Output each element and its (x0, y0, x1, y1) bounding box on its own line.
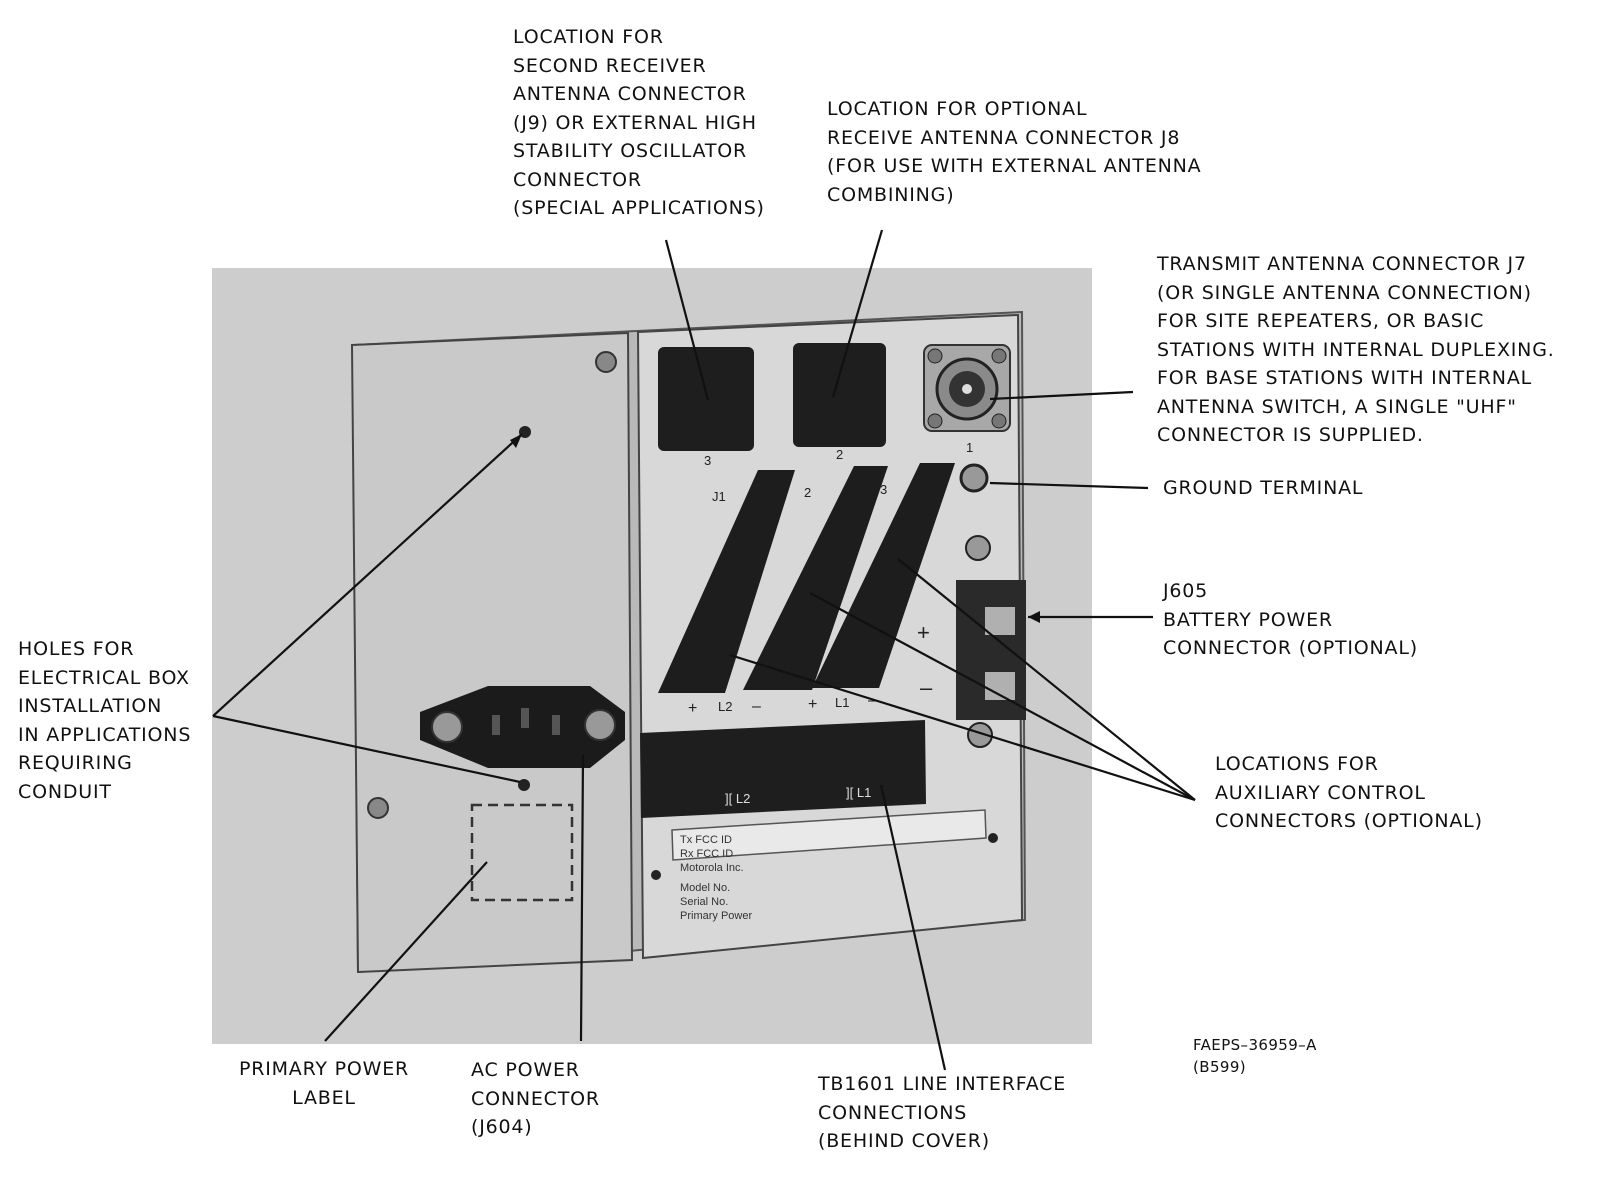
callout-ac-power (471, 1056, 600, 1142)
marking-j2: 2 (836, 447, 844, 462)
marking-plus-2: + (808, 696, 818, 713)
label-rivet-right (988, 833, 998, 843)
callout-line: TRANSMIT ANTENNA CONNECTOR J7 (1157, 253, 1527, 275)
callout-line: FOR BASE STATIONS WITH INTERNAL (1157, 367, 1533, 389)
tb-marking-l2: ][ L2 (725, 791, 751, 806)
callout-line: (J9) OR EXTERNAL HIGH (513, 111, 757, 134)
j7-transmit-antenna-connector (924, 345, 1010, 431)
j8-connector-cutout (793, 343, 886, 447)
callout-line: (OR SINGLE ANTENNA CONNECTION) (1157, 281, 1532, 304)
callout-holes (18, 635, 191, 806)
callout-line: CONDUIT (18, 780, 112, 803)
callout-line: AUXILIARY CONTROL (1215, 781, 1426, 804)
callout-line: PRIMARY POWER (238, 1058, 410, 1080)
label-line-2: Rx FCC ID (680, 848, 734, 860)
panel-screw (966, 536, 990, 560)
callout-line: LOCATIONS FOR (1215, 753, 1379, 775)
label-line-1: Tx FCC ID (680, 834, 732, 846)
callout-line: LOCATION FOR OPTIONAL (827, 98, 1088, 120)
marking-l1: L1 (835, 695, 850, 710)
callout-line: CONNECTOR (471, 1087, 600, 1110)
callout-line: CONNECTOR IS SUPPLIED. (1157, 424, 1424, 446)
marking-aux-3: 3 (880, 482, 888, 497)
marking-j1: 1 (966, 440, 974, 455)
label-line-4: Model No. (680, 882, 731, 894)
figure-reference-code: FAEPS–36959–A (1193, 1036, 1317, 1054)
ground-terminal (961, 465, 987, 491)
conduit-hole-lower (518, 779, 530, 791)
callout-line: REQUIRING (18, 752, 133, 774)
label-line-3: Motorola Inc. (680, 862, 744, 874)
callout-line: INSTALLATION (18, 695, 163, 717)
callout-line: CONNECTOR (OPTIONAL) (1163, 637, 1418, 659)
label-line-6: Primary Power (680, 910, 753, 922)
marking-plus-1: + (688, 700, 698, 717)
callout-line: J605 (1163, 580, 1209, 602)
marking-j3: 3 (704, 453, 712, 468)
callout-line: RECEIVE ANTENNA CONNECTOR J8 (827, 126, 1181, 149)
callout-line: STATIONS WITH INTERNAL DUPLEXING. (1157, 338, 1555, 361)
marking-aux-2: 2 (804, 485, 812, 500)
marking-plus-battery: + (917, 620, 930, 645)
marking-minus-2: – (868, 692, 877, 709)
callout-line: (FOR USE WITH EXTERNAL ANTENNA (827, 155, 1202, 177)
callout-line: LABEL (292, 1086, 356, 1109)
callout-line: FOR SITE REPEATERS, OR BASIC (1157, 310, 1485, 332)
j605-battery-power-connector (956, 580, 1026, 720)
j9-connector-cutout (658, 347, 754, 451)
callout-line: ANTENNA SWITCH, A SINGLE "UHF" (1157, 395, 1517, 418)
callout-line: IN APPLICATIONS (18, 723, 192, 746)
callout-line: (J604) (471, 1116, 533, 1138)
callout-second-receiver (513, 23, 765, 223)
marking-l2: L2 (718, 699, 733, 714)
marking-aux-j1: J1 (712, 489, 726, 504)
callout-tb1601 (818, 1070, 1066, 1156)
callout-primary-power-label (214, 1055, 434, 1112)
callout-line: CONNECTIONS (818, 1101, 968, 1124)
marking-minus-battery: – (920, 675, 933, 700)
tb1601-line-interface-cover (640, 720, 926, 818)
mounting-screw-top-left (596, 352, 616, 372)
callout-aux-control (1215, 750, 1483, 836)
callout-line: SECOND RECEIVER (513, 54, 707, 77)
callout-transmit-antenna (1157, 250, 1555, 450)
callout-line: GROUND TERMINAL (1163, 477, 1364, 499)
callout-line: STABILITY OSCILLATOR (513, 140, 748, 162)
callout-line: COMBINING) (827, 183, 955, 206)
figure-reference-sub: (B599) (1193, 1058, 1247, 1076)
label-line-5: Serial No. (680, 896, 729, 908)
callout-ground-terminal (1163, 474, 1363, 503)
callout-line: (BEHIND COVER) (818, 1130, 990, 1152)
callout-line: CONNECTORS (OPTIONAL) (1215, 810, 1483, 832)
marking-minus-1: – (752, 698, 761, 715)
callout-optional-receive (827, 95, 1201, 209)
callout-battery-power (1163, 577, 1418, 663)
mounting-screw-bottom-left (368, 798, 388, 818)
callout-line: BATTERY POWER (1163, 608, 1333, 631)
callout-line: ANTENNA CONNECTOR (513, 83, 747, 105)
callout-line: AC POWER (471, 1059, 580, 1081)
tb-marking-l1: ][ L1 (846, 785, 872, 800)
callout-line: ELECTRICAL BOX (18, 666, 190, 689)
callout-line: HOLES FOR (18, 638, 135, 660)
callout-line: (SPECIAL APPLICATIONS) (513, 197, 765, 219)
label-rivet-left (651, 870, 661, 880)
left-panel (352, 333, 632, 972)
callout-line: TB1601 LINE INTERFACE (818, 1073, 1067, 1095)
callout-line: CONNECTOR (513, 168, 642, 191)
figure-reference (1193, 1034, 1317, 1078)
callout-line: LOCATION FOR (513, 26, 664, 48)
